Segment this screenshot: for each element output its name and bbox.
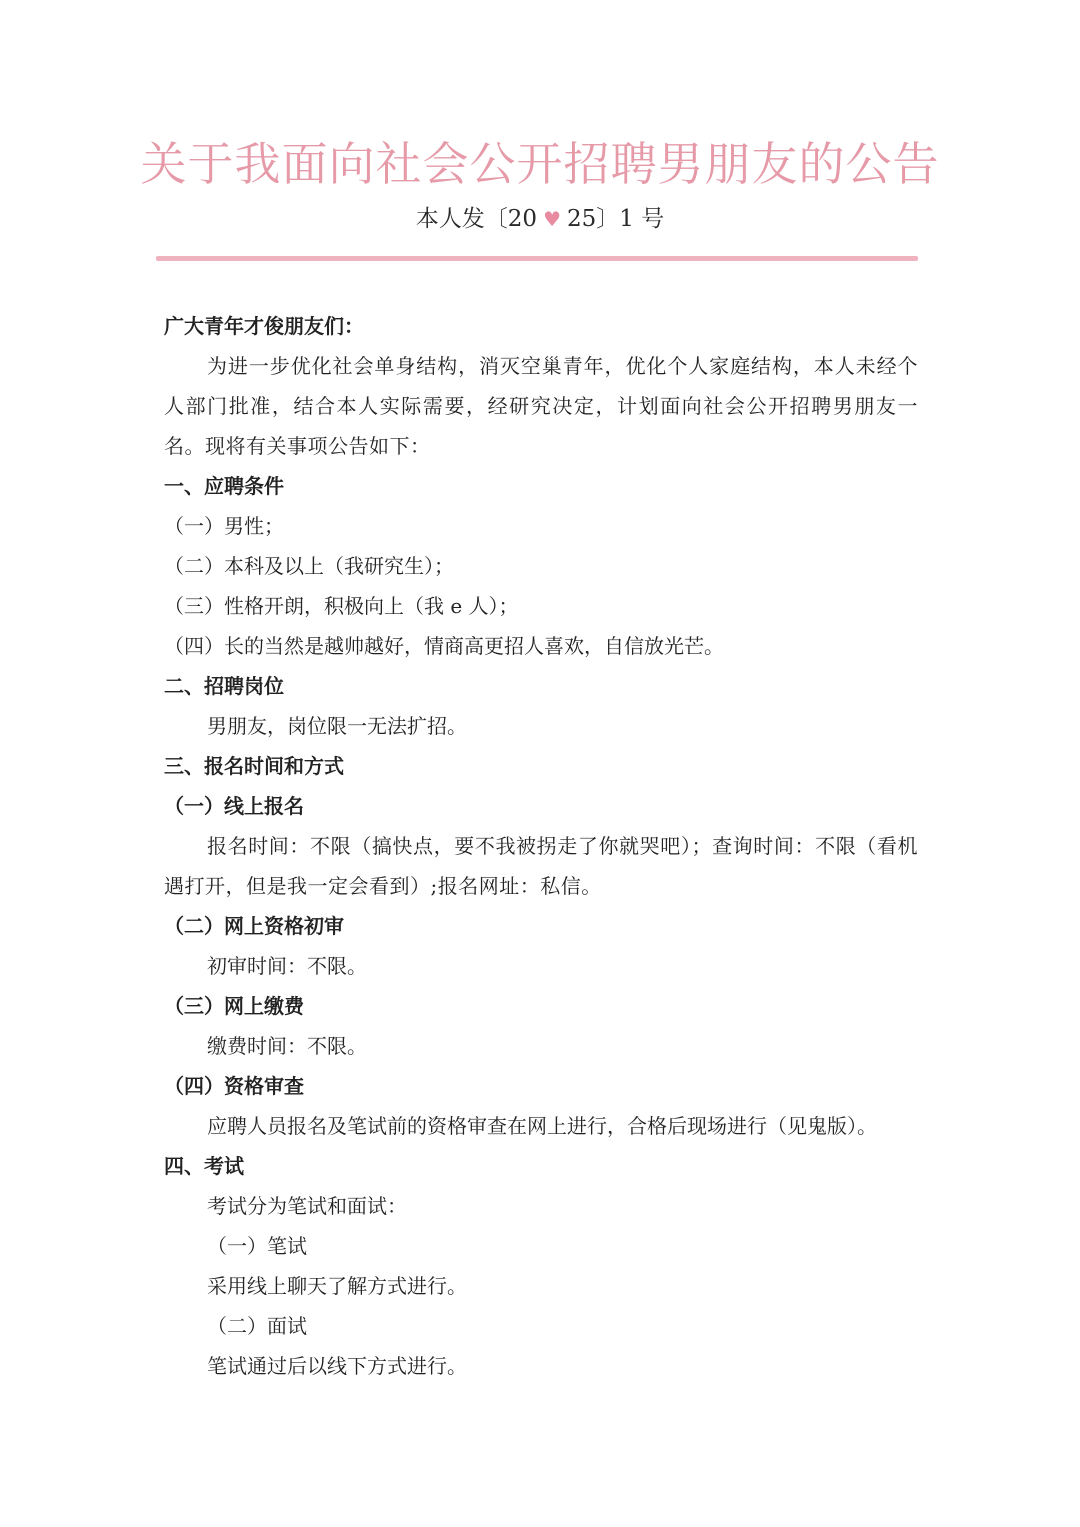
- section-4-text: 考试分为笔试和面试：: [207, 1194, 407, 1218]
- section-1-heading: 一、应聘条件: [164, 474, 284, 498]
- docno-prefix: 本人发〔20: [415, 206, 538, 232]
- section-3-4-heading: （四）资格审查: [164, 1074, 304, 1098]
- section-4-1-text: 采用线上聊天了解方式进行。: [207, 1274, 467, 1298]
- section-4-2-heading: （二）面试: [207, 1314, 307, 1338]
- section-3-1-heading: （一）线上报名: [164, 794, 304, 818]
- section-3-2-text: 初审时间：不限。: [207, 954, 367, 978]
- heart-icon: ♥: [543, 207, 561, 231]
- list-item: （一）男性；: [164, 514, 284, 538]
- section-3-heading: 三、报名时间和方式: [164, 754, 344, 778]
- section-3-3-heading: （三）网上缴费: [164, 994, 304, 1018]
- section-3-2-heading: （二）网上资格初审: [164, 914, 344, 938]
- section-3-3-text: 缴费时间：不限。: [207, 1034, 367, 1058]
- intro-paragraph: 为进一步优化社会单身结构，消灭空巢青年，优化个人家庭结构，本人未经个人部门批准，结合本人实际需要，经研究决定，计划面向社会公开招聘男朋友一名。现将有关事项公告如下：: [164, 354, 918, 458]
- section-4-2-text: 笔试通过后以线下方式进行。: [207, 1354, 467, 1378]
- list-item: （二）本科及以上（我研究生）；: [164, 554, 454, 578]
- section-3-4-text: 应聘人员报名及笔试前的资格审查在网上进行，合格后现场进行（见鬼版）。: [207, 1114, 877, 1138]
- page-title: 关于我面向社会公开招聘男朋友的公告: [140, 137, 940, 191]
- list-item: （四）长的当然是越帅越好，情商高更招人喜欢，自信放光芒。: [164, 634, 724, 658]
- salutation: 广大青年才俊朋友们：: [164, 314, 364, 338]
- docno-suffix: 25〕1 号: [567, 206, 665, 232]
- document-number: [0, 200, 1080, 233]
- section-4-1-heading: （一）笔试: [207, 1234, 307, 1258]
- section-3-1-text: 报名时间：不限（搞快点，要不我被拐走了你就哭吧）；查询时间：不限（看机遇打开，但是我一定会看到）;报名网址：私信。: [164, 834, 918, 898]
- document-body: [164, 306, 918, 1386]
- list-item: （三）性格开朗，积极向上（我 e 人）；: [164, 594, 519, 618]
- header-divider: [156, 256, 918, 261]
- section-4-heading: 四、考试: [164, 1154, 244, 1178]
- section-2-text: 男朋友，岗位限一无法扩招。: [207, 714, 467, 738]
- section-2-heading: 二、招聘岗位: [164, 674, 284, 698]
